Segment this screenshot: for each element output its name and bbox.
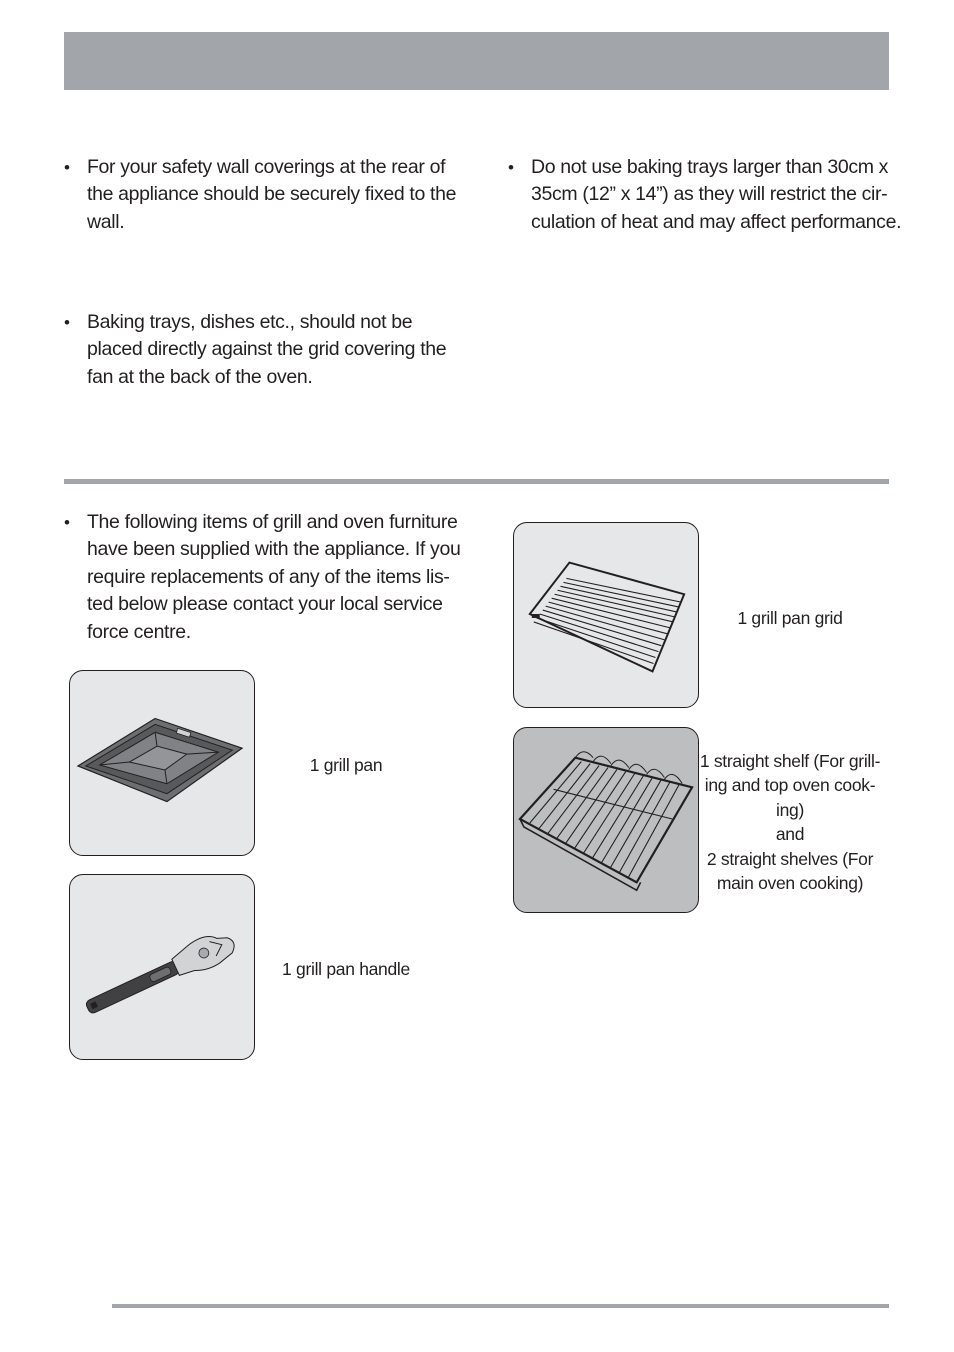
oven-shelf-icon [514,728,698,912]
grill-pan-caption: 1 grill pan [309,755,383,775]
bullet-furniture [64,509,464,646]
section-divider [64,479,889,484]
oven-shelf-image [513,727,699,913]
footer-rule [112,1304,889,1308]
oven-shelf-caption: 1 straight shelf (For grill- ing and top oven cook- ing) and 2 straight shelves (For main oven cooking) [699,751,881,894]
bullet-text: Baking trays, dishes etc., should not be placed directly against the grid covering the fan at the back of the oven. [87,311,447,388]
bullet-text: The following items of grill and oven furniture have been supplied with the appliance. If you require replacements of any of the items lis- ted below please contact your local service force centre. [87,511,461,643]
grill-pan-handle-caption: 1 grill pan handle [282,959,410,979]
bullet-marker: • [508,158,514,177]
bullet-marker: • [64,313,70,332]
grill-pan-grid-icon [514,523,698,707]
grill-pan-icon [70,671,254,855]
bullet-text: For your safety wall coverings at the rear of the appliance should be securely fixed to the wall. [87,156,457,233]
bullet-text: Do not use baking trays larger than 30cm x 35cm (12” x 14”) as they will restrict the cir- culation of heat and may affect performance. [531,156,902,233]
bullet-baking-tray-grid [64,309,464,391]
grill-pan-image [69,670,255,856]
bullet-marker: • [64,513,70,532]
grill-pan-grid-caption: 1 grill pan grid [737,608,843,628]
grill-pan-grid-image [513,522,699,708]
bullet-baking-tray-size [508,154,908,236]
grill-pan-handle-icon [70,875,254,1059]
bullet-wall-coverings [64,154,464,236]
bullet-marker: • [64,158,70,177]
grill-pan-handle-image [69,874,255,1060]
header-bar [64,32,889,90]
